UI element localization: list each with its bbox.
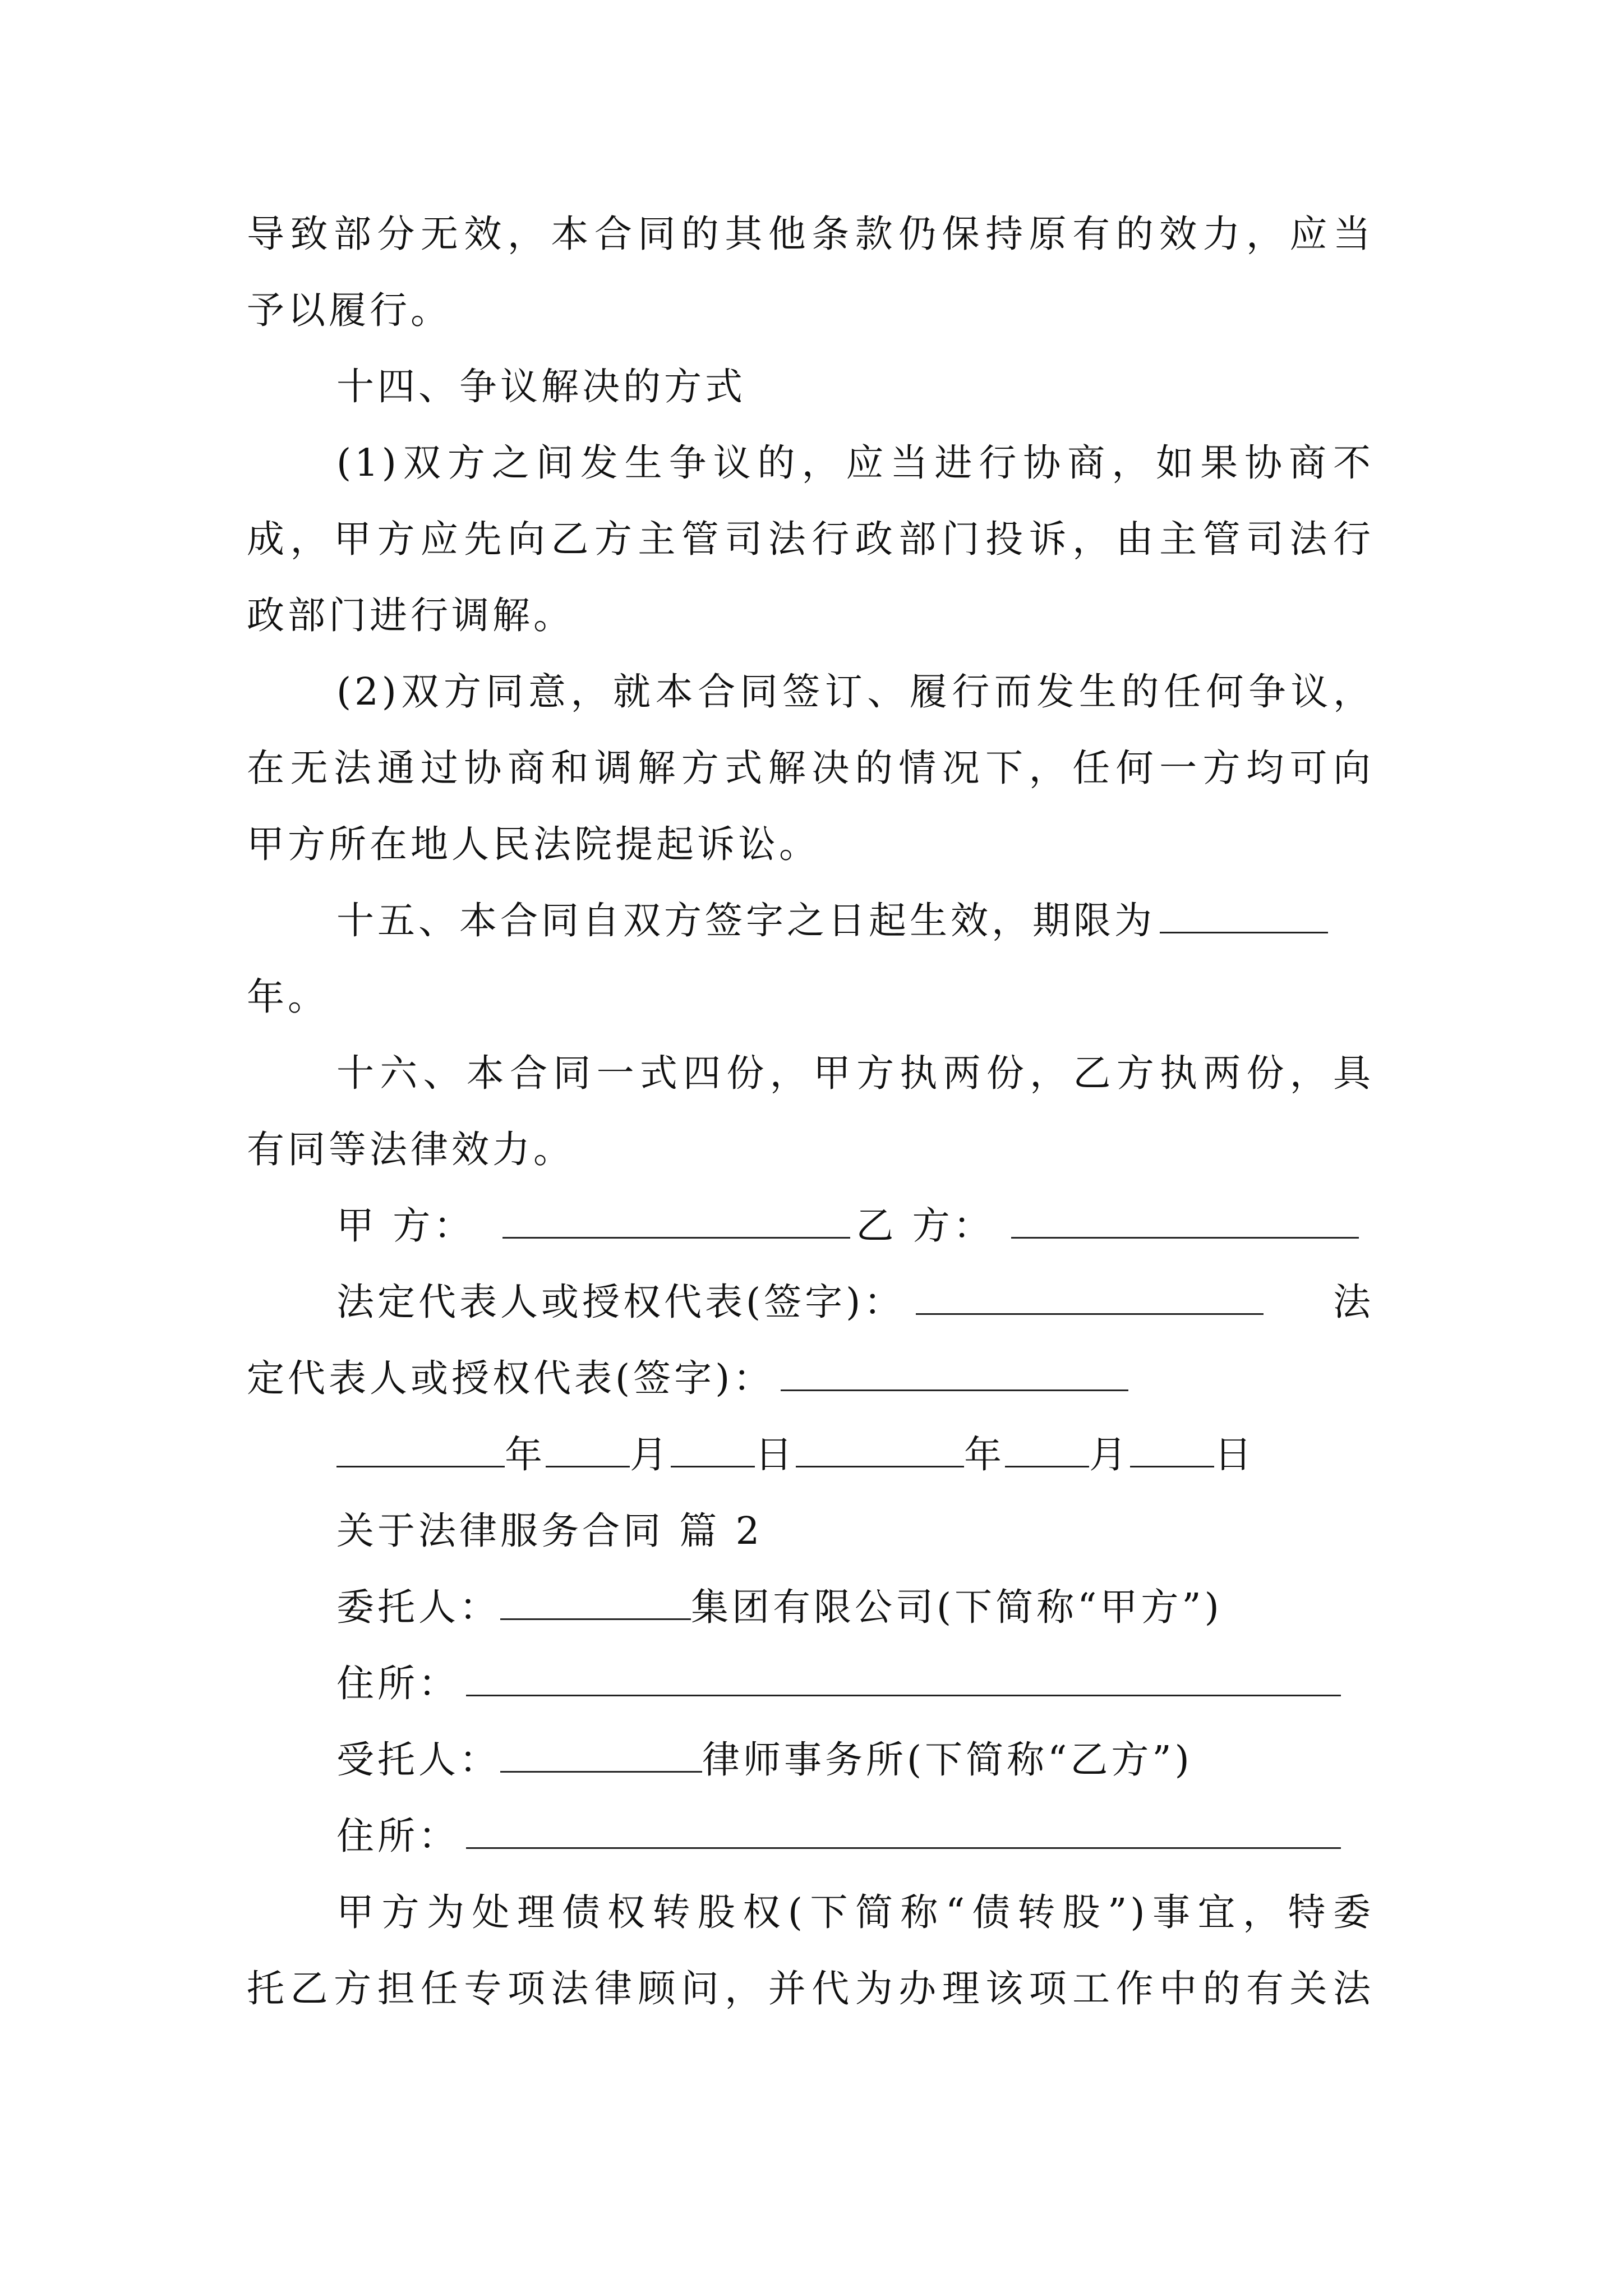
paragraph-line: 政部门进行调解。: [247, 593, 574, 637]
paragraph-line: 导致部分无效，本合同的其他条款仍保持原有的效力，应当: [247, 212, 1374, 256]
address-blank: [466, 1660, 1341, 1696]
month-blank: [1005, 1431, 1089, 1467]
term-clause: [336, 895, 1328, 946]
year-label: 年: [505, 1433, 546, 1476]
party-a-blank: [502, 1202, 850, 1239]
month-blank: [546, 1431, 630, 1467]
paragraph-line: 甲方为处理债权转股权(下简称“债转股”)事宜，特委: [336, 1890, 1375, 1934]
address-blank: [466, 1812, 1341, 1849]
address-row: [336, 1811, 1341, 1861]
agent-row: [336, 1734, 1193, 1785]
party-b-label: 乙 方：: [856, 1204, 994, 1248]
address-label: 住所：: [336, 1814, 459, 1858]
representative-label: 法定代表人或授权代表(签字)：: [336, 1280, 905, 1324]
representative-row: [336, 1277, 1374, 1327]
paragraph-line: 十六、本合同一式四份，甲方执两份，乙方执两份，具: [336, 1051, 1374, 1095]
month-label: 月: [630, 1433, 671, 1476]
term-clause-text: 十五、本合同自双方签字之日起生效，期限为: [336, 899, 1155, 942]
client-blank: [500, 1584, 691, 1620]
representative-blank: [781, 1355, 1128, 1391]
paragraph-line: 年。: [247, 975, 329, 1019]
address-label: 住所：: [336, 1662, 459, 1705]
representative-row: [247, 1353, 1128, 1404]
day-blank: [1130, 1431, 1214, 1467]
paragraph-line: 予以履行。: [247, 288, 451, 332]
address-row: [336, 1658, 1341, 1709]
agent-blank: [500, 1736, 702, 1773]
paragraph-line: (2)双方同意，就本合同签订、履行而发生的任何争议，: [336, 670, 1374, 714]
date-row: [336, 1429, 1255, 1480]
representative-tail: 法: [1333, 1280, 1374, 1324]
representative-blank: [916, 1278, 1264, 1315]
day-label: 日: [1214, 1433, 1255, 1476]
client-row: [336, 1582, 1223, 1632]
paragraph-line: 甲方所在地人民法院提起诉讼。: [247, 822, 820, 866]
term-blank: [1160, 897, 1328, 933]
paragraph-line: 成，甲方应先向乙方主管司法行政部门投诉，由主管司法行: [247, 517, 1374, 561]
paragraph-line: (1)双方之间发生争议的，应当进行协商，如果协商不: [336, 441, 1374, 485]
year-label: 年: [964, 1433, 1005, 1476]
representative-label: 定代表人或授权代表(签字)：: [247, 1356, 774, 1400]
party-a-label: 甲 方：: [336, 1204, 475, 1248]
paragraph-line: 托乙方担任专项法律顾问，并代为办理该项工作中的有关法: [247, 1967, 1374, 2010]
year-blank: [796, 1431, 964, 1467]
month-label: 月: [1089, 1433, 1130, 1476]
paragraph-line: 在无法通过协商和调解方式解决的情况下，任何一方均可向: [247, 746, 1374, 790]
client-label: 委托人：: [336, 1585, 500, 1629]
paragraph-line: 有同等法律效力。: [247, 1128, 574, 1171]
section-heading: 十四、争议解决的方式: [336, 365, 746, 408]
agent-label: 受托人：: [336, 1738, 500, 1782]
year-blank: [336, 1431, 505, 1467]
section-title: 关于法律服务合同 篇 2: [336, 1509, 763, 1553]
client-suffix: 集团有限公司(下简称“甲方”): [691, 1585, 1223, 1629]
party-signature-row: [336, 1200, 1359, 1251]
party-b-blank: [1011, 1202, 1359, 1239]
day-blank: [671, 1431, 755, 1467]
agent-suffix: 律师事务所(下简称“乙方”): [702, 1738, 1193, 1782]
day-label: 日: [755, 1433, 796, 1476]
